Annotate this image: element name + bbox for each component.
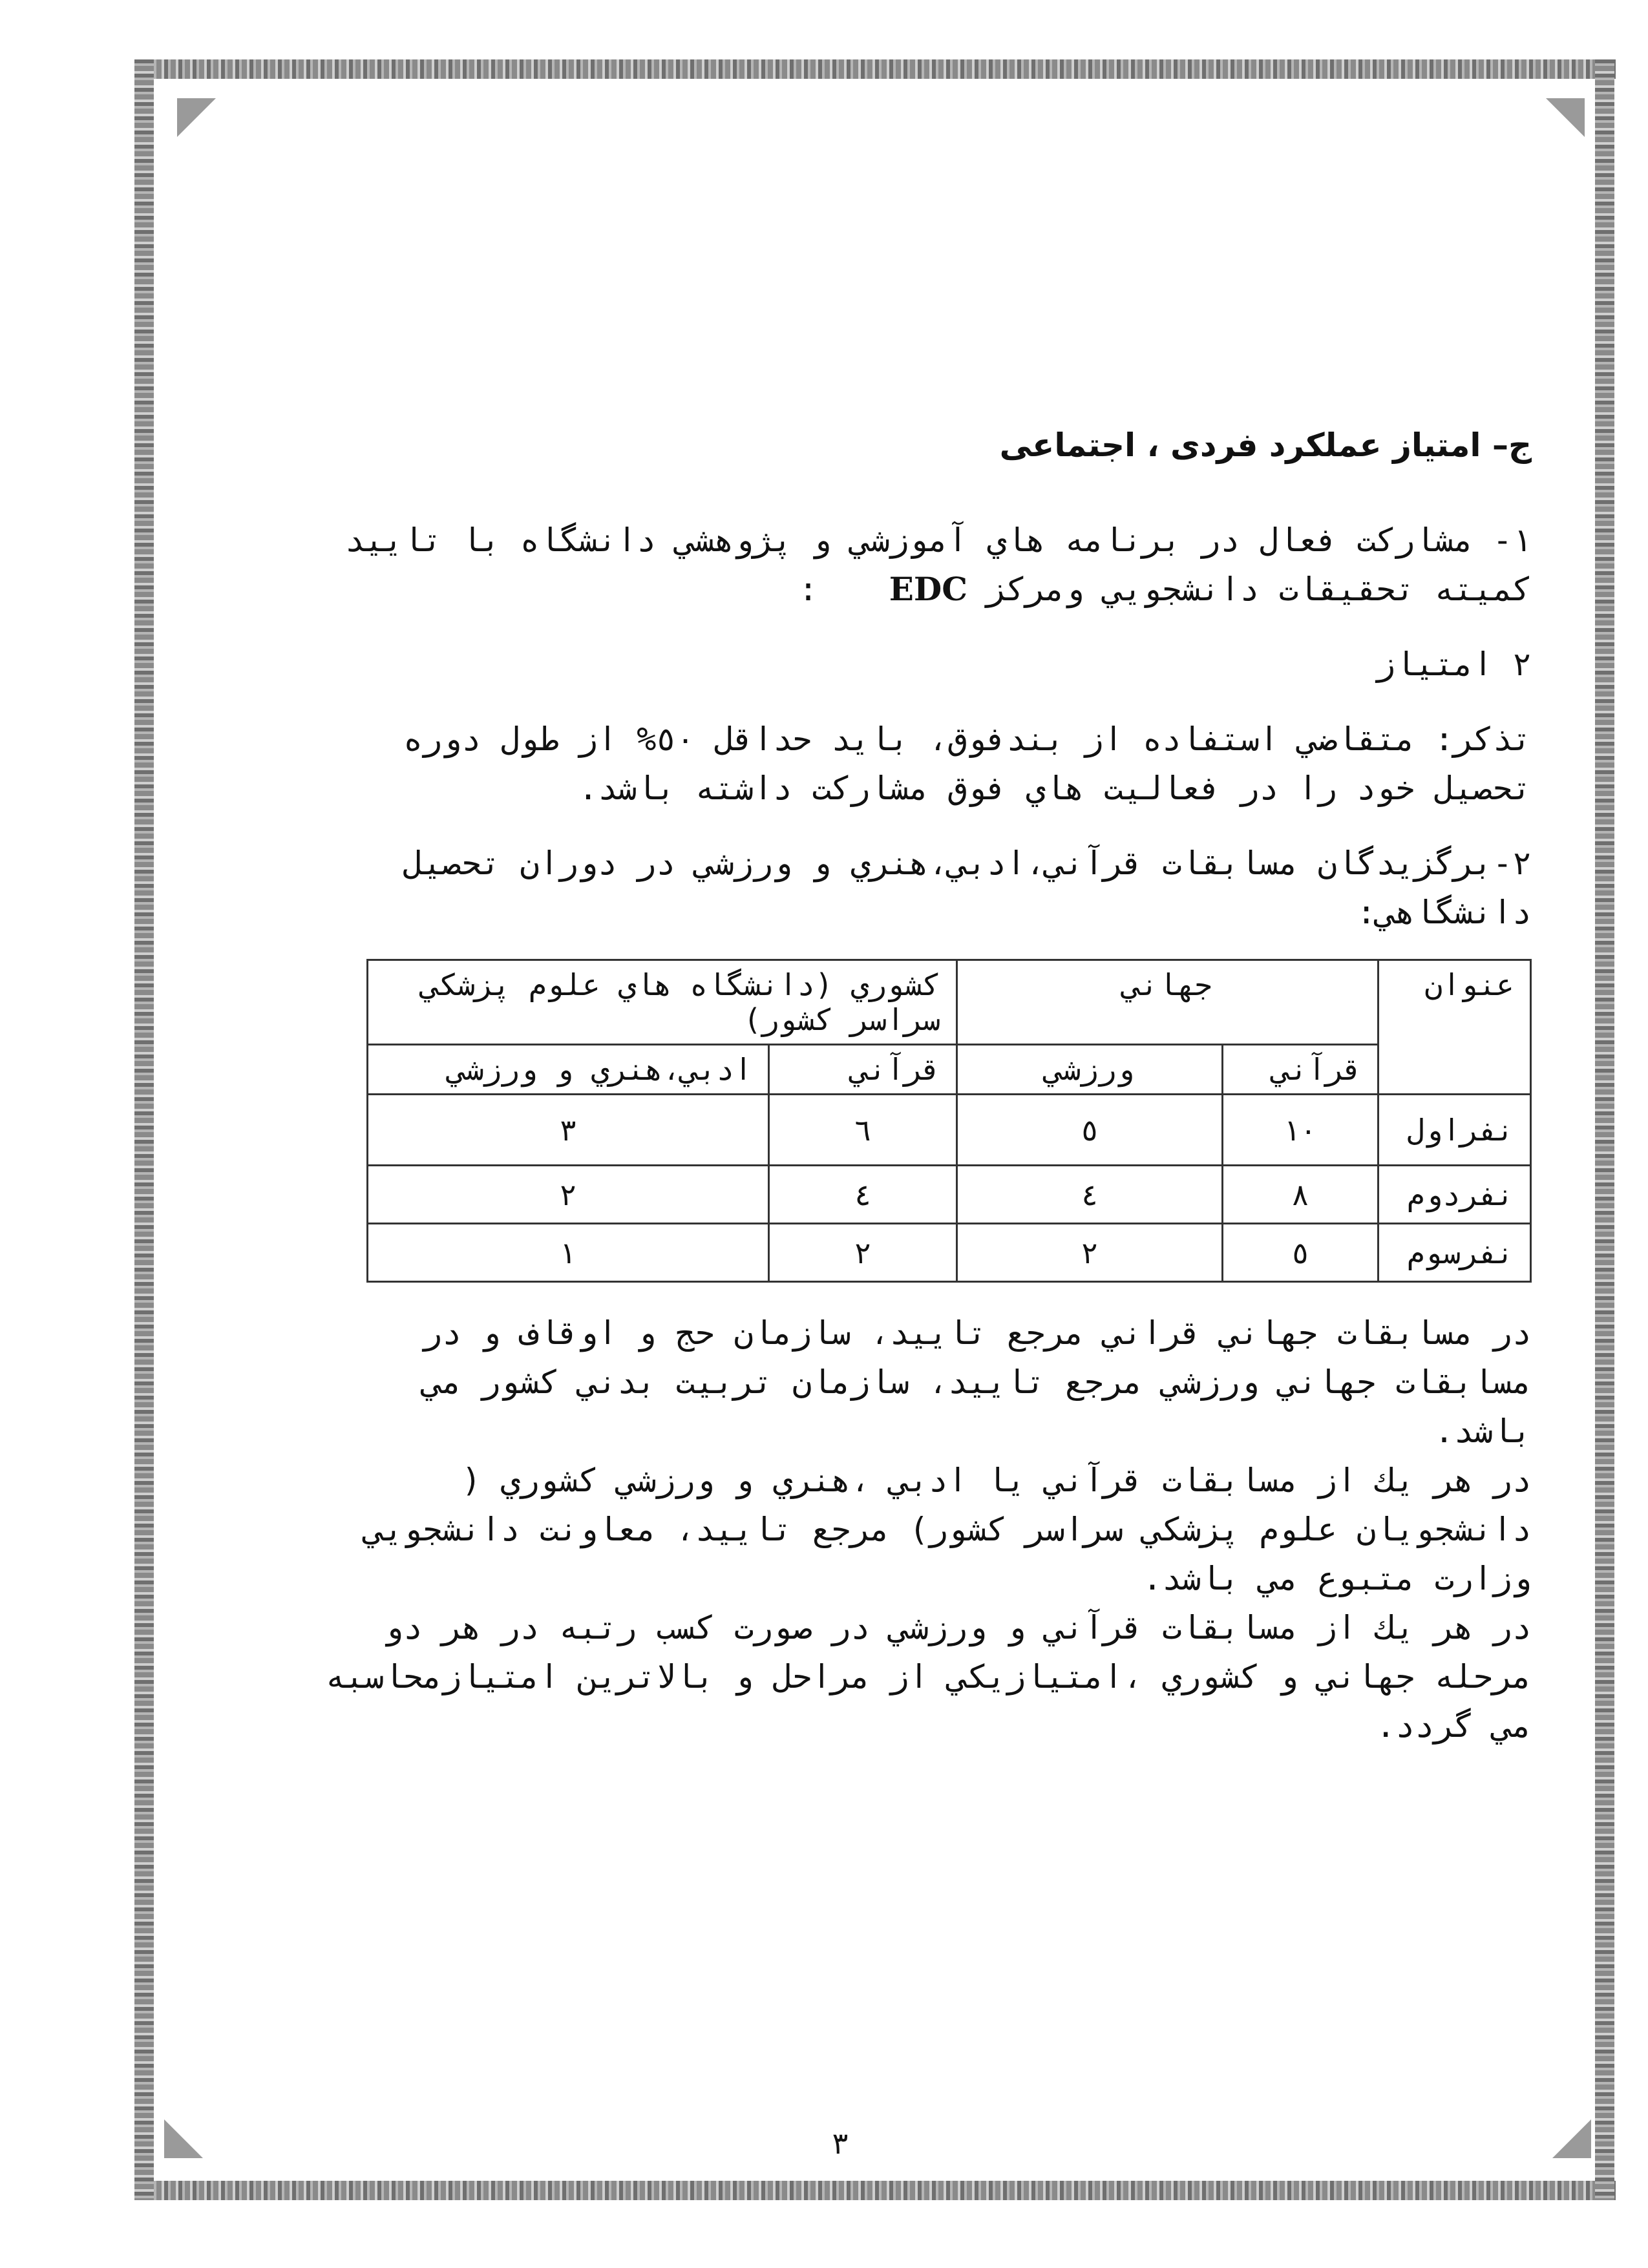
item-1-line-1: ١- مشاركت فعال در برنامه هاي آموزشي و پژوهشي دانشگاه با تاييد bbox=[344, 521, 1532, 559]
cell-national-quran: ٦ bbox=[769, 1095, 957, 1166]
sub-national-quran: قرآني bbox=[850, 1052, 940, 1087]
item-1-line-2-colon: : bbox=[798, 571, 825, 608]
header-title-cell bbox=[1379, 960, 1531, 1095]
header-national-cell bbox=[368, 960, 957, 1045]
header-national: كشوري (دانشگاه هاي علوم پزشكي سراسر كشور) bbox=[421, 967, 940, 1037]
row-label: نفردوم bbox=[1379, 1166, 1531, 1224]
page-border-top bbox=[136, 59, 1616, 79]
sub-global-sport-cell bbox=[957, 1045, 1223, 1095]
table-row bbox=[368, 1224, 1531, 1282]
item-1-note: تذكر: متقاضي استفاده از بندفوق، بايد حداقل ٥٠% از طول دوره تحصيل خود را در فعاليت هاي فوق مشاركت داشته باشد. bbox=[403, 720, 1532, 807]
sub-global-quran-cell bbox=[1223, 1045, 1379, 1095]
sub-national-other-cell bbox=[368, 1045, 769, 1095]
item-1-line-2 bbox=[233, 565, 1532, 614]
cell-global-quran: ١٠ bbox=[1223, 1095, 1379, 1166]
cell-global-quran: ٥ bbox=[1223, 1224, 1379, 1282]
cell-national-other: ١ bbox=[368, 1224, 769, 1282]
sub-national-quran-cell bbox=[769, 1045, 957, 1095]
table-row bbox=[368, 1095, 1531, 1166]
note-global-competitions: در مسابقات جهاني قراني مرجع تاييد، سازمان حج و اوقاف و در مسابقات جهاني ورزشي مرجع تاييد، سازمان تربيت بدني كشور مي باشد. bbox=[423, 1314, 1532, 1450]
cell-global-sport: ٢ bbox=[957, 1224, 1223, 1282]
sub-national-other: ادبي،هنري و ورزشي bbox=[448, 1052, 752, 1087]
cell-global-sport: ٤ bbox=[957, 1166, 1223, 1224]
note-national-competitions: در هر يك از مسابقات قرآني يا ادبي ،هنري و ورزشي كشوري ( دانشجويان علوم پزشكي سراسر كشور) مرجع تاييد، معاونت دانشجويي وزارت متبوع مي باشد. bbox=[364, 1462, 1532, 1597]
cell-global-sport: ٥ bbox=[957, 1095, 1223, 1166]
corner-ornament-bottom-right bbox=[1552, 2119, 1591, 2158]
row-label: نفرسوم bbox=[1379, 1224, 1531, 1282]
header-title: عنوان bbox=[1424, 967, 1514, 1002]
score-table bbox=[366, 959, 1532, 1283]
row-label: نفراول bbox=[1379, 1095, 1531, 1166]
corner-ornament-top-right bbox=[1546, 98, 1585, 137]
document-body bbox=[233, 426, 1532, 1750]
page-border-bottom bbox=[136, 2181, 1616, 2200]
cell-national-other: ٣ bbox=[368, 1095, 769, 1166]
corner-ornament-top-left bbox=[177, 98, 216, 137]
page-border-left bbox=[134, 59, 154, 2200]
cell-global-quran: ٨ bbox=[1223, 1166, 1379, 1224]
header-global-cell bbox=[957, 960, 1379, 1045]
cell-national-quran: ٢ bbox=[769, 1224, 957, 1282]
item-2-title: ٢-برگزيدگان مسابقات قرآني،ادبي،هنري و ورزشي در دوران تحصيل دانشگاهي: bbox=[403, 845, 1532, 931]
table-row bbox=[368, 1166, 1531, 1224]
section-heading: ج– امتیاز عملکرد فردی ، اجتماعی bbox=[999, 426, 1532, 464]
notes-block bbox=[233, 1308, 1532, 1750]
table-subheader-row bbox=[368, 1045, 1531, 1095]
page-number: ٣ bbox=[832, 2126, 849, 2161]
cell-national-other: ٢ bbox=[368, 1166, 769, 1224]
corner-ornament-bottom-left bbox=[164, 2119, 203, 2158]
edc-label: EDC bbox=[889, 570, 968, 608]
table-header-row bbox=[368, 960, 1531, 1045]
sub-global-quran: قرآني bbox=[1272, 1052, 1362, 1087]
page-border-right bbox=[1595, 59, 1614, 2200]
item-1-line-2-text: كميته تحقيقات دانشجويي ومركز bbox=[987, 571, 1532, 608]
sub-global-sport: ورزشي bbox=[1044, 1052, 1135, 1087]
item-1-score: ٢ امتياز bbox=[1376, 646, 1532, 683]
cell-national-quran: ٤ bbox=[769, 1166, 957, 1224]
note-both-stages: در هر يك از مسابقات قرآني و ورزشي در صورت كسب رتبه در هر دو مرحله جهاني و كشوري ،امتيازيكي از مراحل و بالاترين امتيازمحاسبه مي گردد. bbox=[325, 1609, 1532, 1745]
header-global: جهاني bbox=[1123, 967, 1212, 1002]
